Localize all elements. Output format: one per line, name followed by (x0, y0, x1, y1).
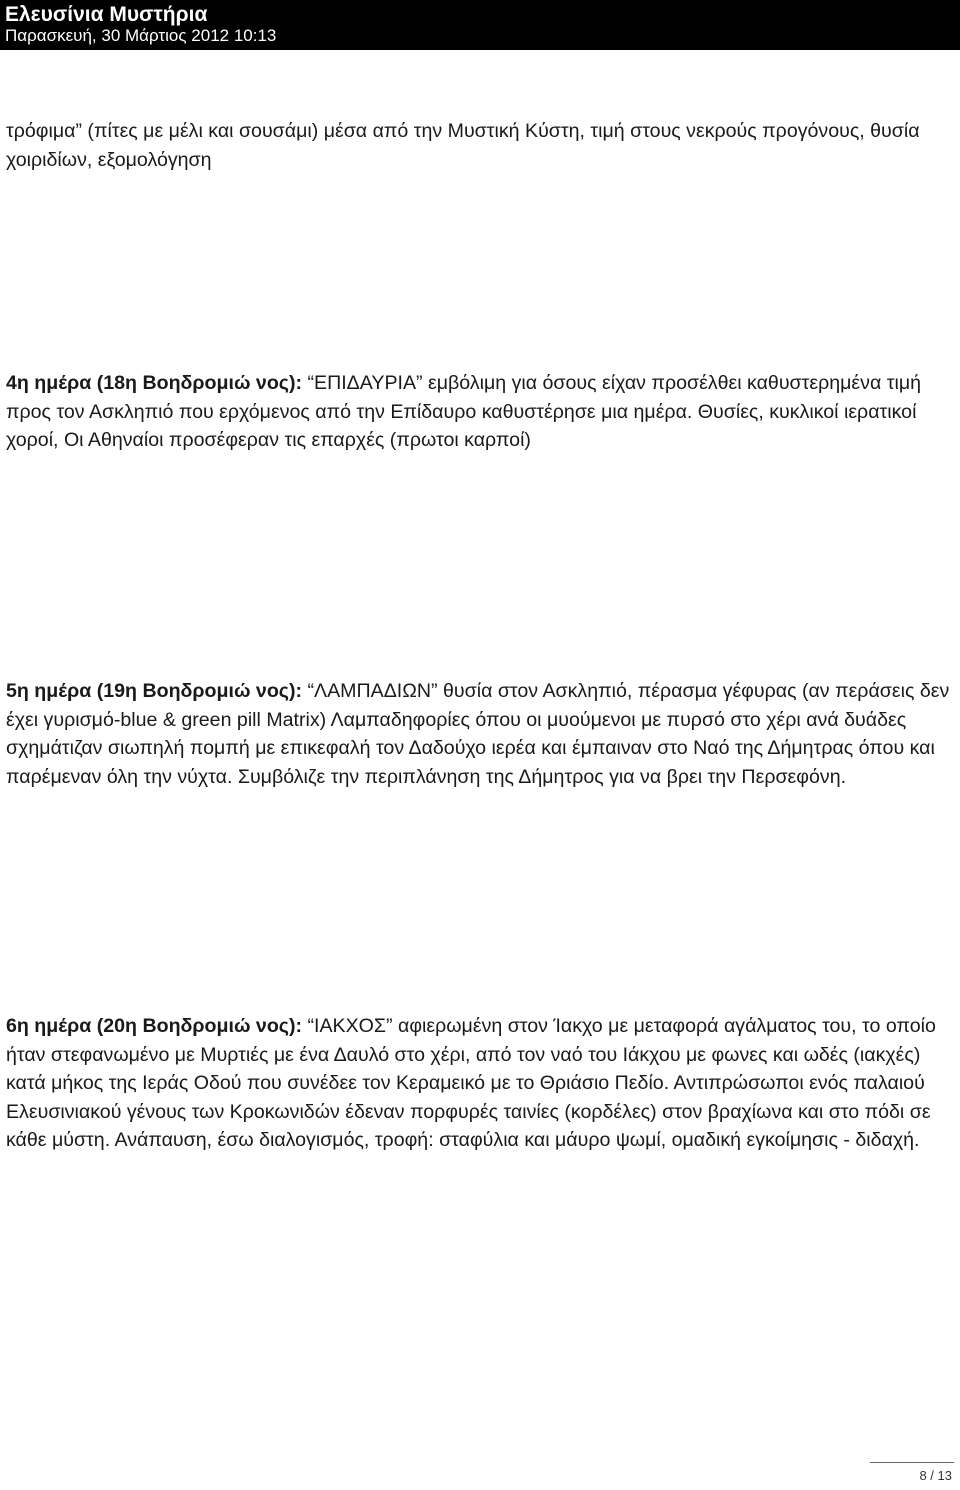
paragraph-day-5 (6, 677, 954, 791)
paragraph-offerings (6, 117, 954, 174)
paragraph-text: “ΕΠΙΔΑΥΡΙΑ” εμβόλιμη για όσους είχαν προσέλθει καθυστερημένα τιμή προς τον Ασκληπιό που ερχόμενος από την Επίδαυρο καθυστέρησε μια ημέρα. Θυσίες, κυκλικοί ιερατικοί χοροί, Οι Αθηναίοι προσέφεραν τις επαρχές (πρωτοι καρποί) (6, 372, 922, 451)
paragraph-heading: 4η ημέρα (18η Βοηδρομιώ νος): (6, 372, 303, 394)
article-date: Παρασκευή, 30 Μάρτιος 2012 10:13 (5, 26, 277, 45)
page-header (0, 0, 960, 50)
page-number: 8 / 13 (919, 1468, 952, 1483)
paragraph-heading: 6η ημέρα (20η Βοηδρομιώ νος): (6, 1015, 303, 1037)
paragraph-day-4 (6, 369, 954, 455)
footer-divider (870, 1462, 954, 1463)
paragraph-text: τρόφιμα” (πίτες με μέλι και σουσάμι) μέσα από την Μυστική Κύστη, τιμή στους νεκρούς προγόνους, θυσία χοιριδίων, εξομολόγηση (6, 120, 920, 171)
paragraph-text: “ΛΑΜΠΑΔΙΩΝ” θυσία στον Ασκληπιό, πέρασμα γέφυρας (αν περάσεις δεν έχει γυρισμό-blue & green pill Matrix) Λαμπαδηφορίες όπου οι μυούμενοι με πυρσό στο χέρι ανά δυάδες σχημάτιζαν σιωπηλή πομπή με επικεφαλή τον Δαδούχο ιερέα και έμπαιναν στο Ναό της Δήμητρας όπου και παρέμεναν όλη την νύχτα. Συμβόλιζε την περιπλάνηση της Δήμητρος για να βρει την Περσεφόνη. (6, 680, 950, 788)
paragraph-heading: 5η ημέρα (19η Βοηδρομιώ νος): (6, 680, 303, 702)
paragraph-text: “ΙΑΚΧΟΣ” αφιερωμένη στον Ίακχο με μεταφορά αγάλματος του, το οποίο ήταν στεφανωμένο με Μυρτιές με ένα Δαυλό στο χέρι, από τον ναό του Ιάκχου με φωνες και ωδές (ιακχές) κατά μήκος της Ιεράς Οδού που συνέδεε τον Κεραμεικό με το Θριάσιο Πεδίο. Αντιπρώσωποι ενός παλαιού Ελευσινιακού γένους των Κροκωνιδών έδεναν πορφυρές ταινίες (κορδέλες) στον βραχίωνα και στο πόδι σε κάθε μύστη. Ανάπαυση, έσω διαλογισμός, τροφή: σταφύλια και μάυρο ψωμί, ομαδική εγκοίμησις - διδαχή. (6, 1015, 936, 1151)
article-title: Ελευσίνια Μυστήρια (5, 3, 208, 26)
paragraph-day-6 (6, 1012, 954, 1155)
